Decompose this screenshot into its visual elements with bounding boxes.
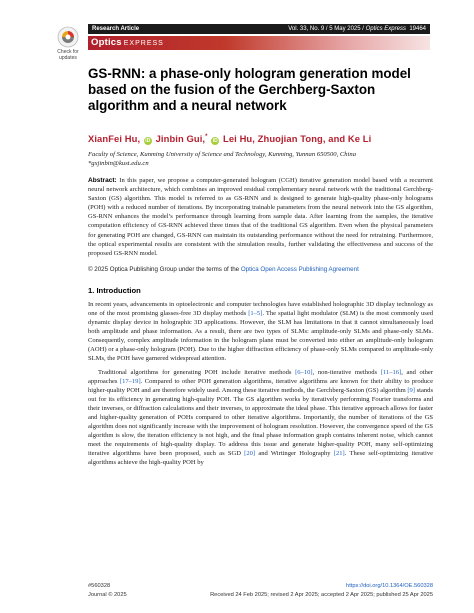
abstract-text: In this paper, we propose a computer-generated hologram (CGH) iterative generation model based with a recurrent neural network architecture, which combines an improved residual complementary neural network with the traditional Gerchberg-Saxton (GS) algorithm. This model is referred to as GS-RNN and is designed to generate high-quality phase-only holograms (POH) with a reduced number of iterations. By incorporating trainable parameters from the neural network into the GS algorithm, GS-RNN enhances the model’s performance through learning from sample data. After learning from the samples, the iterative computation efficiency of GS-RNN achieved three times that of the traditional GS algorithm. Even when the physical parameters for generating POH are changed, GS-RNN can maintain its outstanding performance without the need for retraining. Furthermore, the optical experimental results are consistent with the simulation results, further validating the effectiveness and success of the proposed GS-RNN model. bbox=[88, 177, 433, 257]
check-updates-icon bbox=[57, 26, 79, 48]
citation-link[interactable]: [21] bbox=[333, 450, 345, 458]
orcid-icon[interactable]: iD bbox=[145, 138, 151, 144]
citation-link[interactable]: [1–5] bbox=[248, 310, 263, 318]
affiliation bbox=[88, 151, 433, 168]
abstract-label: Abstract: bbox=[88, 177, 117, 184]
journal-banner bbox=[88, 36, 430, 50]
citation-link[interactable]: [20] bbox=[244, 450, 256, 458]
author-list bbox=[88, 133, 433, 145]
footer-row-1 bbox=[88, 583, 433, 589]
publication-dates: Received 24 Feb 2025; revised 2 Apr 2025; accepted 2 Apr 2025; published 25 Apr 2025 bbox=[210, 592, 433, 598]
article-type: Research Article bbox=[92, 25, 140, 32]
journal-logo: Optics EXPRESS bbox=[91, 37, 164, 48]
corresponding-mark: * bbox=[205, 133, 208, 140]
corresponding-email[interactable]: *gxjinbin@kust.edu.cn bbox=[88, 159, 149, 167]
orcid-icon[interactable]: iD bbox=[212, 138, 218, 144]
author-3-5: Lei Hu, Zhuojian Tong, and Ke Li bbox=[223, 133, 372, 144]
check-for-updates-badge[interactable] bbox=[52, 26, 84, 61]
section-heading: 1. Introduction bbox=[88, 286, 141, 295]
introduction-body bbox=[88, 300, 433, 467]
journal-copyright: Journal © 2025 bbox=[88, 592, 127, 598]
citation-link[interactable]: [9] bbox=[407, 386, 415, 394]
footer-row-2 bbox=[88, 592, 433, 598]
author-1: XianFei Hu, bbox=[88, 133, 141, 144]
paragraph: In recent years, advancements in optoelectronic and computer technologies have established holographic 3D display technology as one of the most promising glasses-free 3D display methods [1–5]. The spatial light modulator (SLM) is the most commonly used dynamic display device in holographic 3D applications. However, the SLM has limitations in that it cannot simultaneously load both amplitude and phase information. As a result, there are two types of SLMs: amplitude-only SLMs and phase-only SLMs. Consequently, complex amplitude information in the hologram plane must be converted into either an amplitude-only hologram (AOH) or a phase-only hologram (POH). Due to the higher diffraction efficiency of phase-only SLMs compared to amplitude-only SLMs, the POH have garnered widespread attention. bbox=[88, 301, 433, 363]
affiliation-institution: Faculty of Science, Kunming University of Science and Technology, Kunming, Yunnan 650500, China bbox=[88, 151, 356, 158]
author-2: Jinbin Gui, bbox=[155, 133, 206, 144]
article-id: #560328 bbox=[88, 583, 111, 589]
citation-link[interactable]: [6–10] bbox=[295, 368, 313, 376]
abstract bbox=[88, 176, 433, 258]
badge-label: Check for updates bbox=[57, 49, 79, 61]
volume-info: Vol. 33, No. 9 / 5 May 2025 / Optics Express 19464 bbox=[288, 25, 426, 32]
copyright-notice: © 2025 Optica Publishing Group under the terms of the Optica Open Access Publishing Agreement bbox=[88, 266, 359, 273]
paragraph: Traditional algorithms for generating POH include iterative methods [6–10], non-iterative methods [11–16], and other approaches [17–19]. Compared to other POH generation algorithms, iterative algorithms are known for their ability to produce higher-quality POH and are therefore widely used. Among these iterative methods, the Gerchberg-Saxton (GS) algorithm [9] stands out for its efficiency in generating high-quality POH. The GS algorithm works by iteratively performing Fourier transforms and their inverses, or diffraction calculations and their inverses, to approximate the ideal phase. This iterative approach allows for faster and higher-quality generation of POHs compared to other iterative algorithms. Importantly, the number of iterations of the GS algorithm does not significantly increase with the improvement of hologram resolution. However, the convergence speed of the GS algorithm is slow, the iteration efficiency is not high, and the final phase information graph contains inherent noise, which cannot meet the requirements of high-quality display. To address this issue and generate higher-quality POH, many self-optimizing iterative algorithms have been proposed, such as SGD [20] and Wirtinger Holography [21]. These self-optimizing iterative algorithms achieve the high-quality POH by bbox=[88, 368, 433, 467]
license-link[interactable]: Optica Open Access Publishing Agreement bbox=[240, 266, 359, 273]
citation-link[interactable]: [17–19] bbox=[119, 377, 141, 385]
paper-title: GS-RNN: a phase-only hologram generation model based on the fusion of the Gerchberg-Saxton algorithm and a neural network bbox=[88, 66, 411, 113]
doi-link[interactable]: https://doi.org/10.1364/OE.560328 bbox=[346, 583, 433, 589]
citation-link[interactable]: [11–16] bbox=[380, 368, 402, 376]
article-header-bar bbox=[88, 24, 430, 34]
